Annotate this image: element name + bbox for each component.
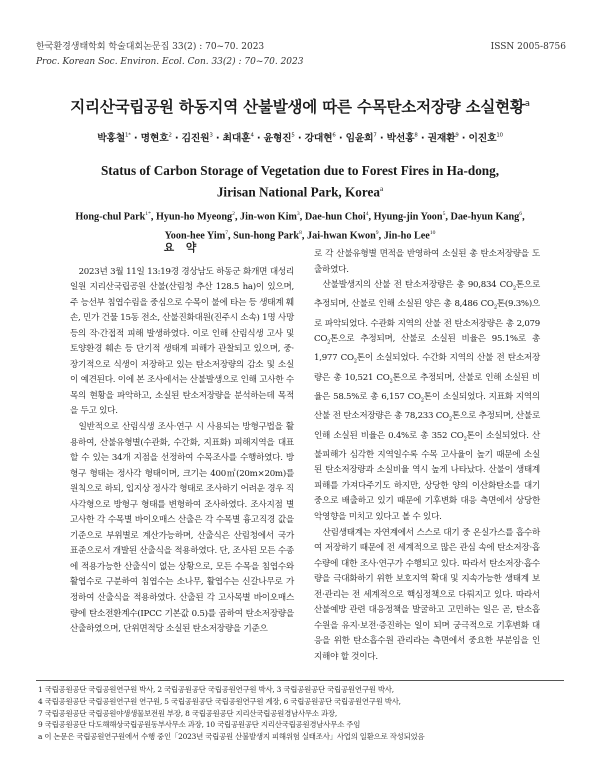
author-separator: ·: [458, 133, 469, 144]
author-separator: ·: [376, 133, 387, 144]
author-name: 임윤희: [345, 133, 374, 144]
subscript: 2: [327, 339, 331, 346]
text-run: 톤으로 추정되며, 산불로 인해 소실된 비율은 58.5%로 총 6,157 CO: [314, 372, 540, 402]
author-affiliation-mark: 5: [291, 132, 295, 139]
author-separator: ·: [417, 133, 428, 144]
author-affiliation-mark: 10: [496, 132, 503, 139]
summary-paragraph-4: 산림생태계는 자연계에서 스스로 대기 중 온실가스를 흡수하여 저장하기 때문에 전 세계적으로 많은 관심 속에 탄소저장·흡수량에 대한 조사·연구가 수행되고 있다. 따라서 탄소저장·흡수량을 극대화하기 위한 보호지역 확대 및 지속가능한 생태계 보전·관리는 전 세계적으로 핵심정책으로 다뤄지고 있다. 따라서 산불예방 관련 대응정책을 발굴하고 고민하는 일은 곧, 탄소흡수원을 유지·보전·증진하는 일이 되며 궁극적으로 기후변화 대응을 위한 탄소흡수원 관리라는 측면에서 중요한 부분임을 인지해야 할 것이다.: [314, 527, 540, 662]
journal-citation-ko: 한국환경생태학회 학술대회논문집 33(2) : 70~70. 2023: [36, 42, 265, 52]
author-name: Sun-hong Park: [233, 230, 300, 242]
title-en-line1: Status of Carbon Storage of Vegetation due to Forest Fires in Ha-dong,: [100, 163, 500, 178]
summary-paragraph-2-continued: 로 각 산불유형별 면적을 반영하여 소실된 총 탄소저장량을 도출하였다.: [314, 249, 540, 275]
footnote-line: 4 국립공원공단 국립공원연구원 연구원, 5 국립공원공단 국립공원연구원 계장, 6 국립공원공단 국립공원연구원 박사,: [38, 696, 401, 706]
authors-english: [20, 206, 580, 245]
author-affiliation-mark: 7: [373, 132, 377, 139]
text-run: 톤으로 추정되며, 산불로 소실된 비율은 95.1%로 총 1,977 CO: [314, 334, 540, 364]
author-name: Hong-chul Park: [75, 211, 146, 223]
subscript: 2: [512, 285, 516, 292]
subscript: 2: [420, 397, 424, 404]
author-name: Yoon-hee Yim: [164, 230, 226, 242]
author-affiliation-mark: 4: [250, 132, 254, 139]
author-name: Jin-ho Lee: [383, 230, 430, 242]
author-name: 명현호: [140, 133, 169, 144]
author-name: 권재환: [427, 133, 456, 144]
author-name: 박홍철: [97, 133, 125, 144]
footnotes: [38, 684, 566, 743]
text-run: 톤으로 추정되며, 산불로 인해 소실된 양은 총 8,486 CO: [314, 280, 540, 310]
author-affiliation-mark: 3: [209, 132, 213, 139]
author-affiliation-mark: 3: [296, 211, 300, 217]
author-name: Jin-won Kim: [240, 211, 297, 223]
issn: ISSN 2005-8756: [490, 42, 566, 52]
footnote-line: 9 국립공원공단 다도해해상국립공원동부사무소 과장, 10 국립공원공단 지리산국립공원경남사무소 주임: [38, 720, 361, 730]
author-name: Hyun-ho Myeong: [155, 211, 233, 223]
footnote-line: 7 국립공원공단 국립공원야생생물보전원 부장, 8 국립공원공단 지리산국립공원경남사무소 과장,: [38, 708, 337, 718]
author-name: Dae-hyun Kang: [450, 211, 520, 223]
summary-heading: 요 약: [163, 241, 201, 254]
author-separator: ·: [253, 133, 264, 144]
text-run: 톤이 소실되었다. 지표화 지역의 산불 전 탄소저장량은 총 78,233 CO: [314, 391, 540, 422]
author-affiliation-mark: 2: [232, 211, 235, 217]
author-separator: ,: [234, 211, 241, 223]
text-run: 톤(9.3%)으로 파악되었다. 수관화 지역의 산불 전 탄소저장량은 총 2,079 CO: [314, 299, 540, 345]
subscript: 2: [448, 416, 452, 423]
title-ko-sup: a: [524, 98, 530, 109]
author-separator: ·: [212, 133, 223, 144]
subscript: 2: [353, 359, 357, 366]
author-separator: ·: [171, 133, 182, 144]
author-separator: ,: [445, 211, 451, 223]
author-separator: ,: [228, 230, 234, 242]
subscript: 2: [389, 378, 393, 385]
author-affiliation-mark: 1*: [145, 211, 151, 217]
author-separator: ,: [301, 230, 307, 242]
authors-korean: [0, 130, 600, 144]
author-separator: ,: [378, 230, 384, 242]
author-affiliation-mark: 9: [375, 230, 379, 237]
author-separator: ,: [150, 211, 156, 223]
author-affiliation-mark: 6: [519, 211, 523, 217]
summary-paragraph-1: 2023년 3월 11일 13:19경 경상남도 하동군 화개면 대성리 일원 지리산국립공원 산불(산림청 추산 128.5 ha)이 있으며, 주 능선부 침엽수림을 중심으로 수목이 불에 타는 등 생태계 훼손, 민가 건물 15동 전소, 산불진화대원(진주시 소속) 1명 사망 등의 작·간접적 피해 발생하였다. 이로 인해 산림식생 고사 및 토양환경 훼손 등 단기적 생태계 피해가 관찰되고 있으며, 중·장기적으로 식생이 저장하고 있는 탄소저장량의 감소 및 소실이 예견된다. 이에 본 조사에서는 산불발생으로 인해 고사한 수목의 현황을 파악하고, 소실된 탄소저장량을 분석하는데 목적을 두고 있다.: [70, 266, 294, 417]
author-affiliation-mark: 8: [299, 230, 302, 237]
footnote-line: 1 국립공원공단 국립공원연구원 박사, 2 국립공원공단 국립공원연구원 박사, 3 국립공원공단 국립공원연구원 박사,: [38, 685, 394, 694]
author-name: 이진호: [468, 133, 497, 144]
running-header: [36, 40, 566, 70]
right-column: [314, 247, 540, 665]
author-name: 강대현: [304, 133, 333, 144]
text-run: 톤이 소실되었다. 수간화 지역의 산불 전 탄소저장량은 총 10,521 CO: [314, 353, 540, 383]
subscript: 2: [493, 305, 497, 312]
text-run: 톤이 소실되었다. 산불피해가 심각한 지역일수록 수목 고사율이 높기 때문에 소실된 탄소저장량과 소실비율 역시 높게 나타났다. 산불이 생태계 피해를 가져다주기도 하지만, 상당한 양의 이산화탄소를 대기중으로 배출하고 있기 때문에 기후변화 대응 측면에서 상당한 악영향을 미치고 있다고 볼 수 있다.: [314, 430, 541, 522]
subscript: 2: [463, 436, 467, 443]
author-separator: ·: [335, 133, 346, 144]
text-run: 톤으로 추정되며, 산불로 인해 소실된 비율은 0.4%로 총 352 CO: [314, 411, 540, 441]
title-en-sup: a: [379, 185, 384, 193]
author-name: 김진원: [181, 133, 210, 144]
footnote-divider: [36, 680, 564, 681]
title-en-line2: Jirisan National Park, Korea: [216, 184, 380, 200]
author-affiliation-mark: 2: [168, 132, 172, 139]
left-column: [70, 240, 294, 638]
author-name: 윤형진: [263, 133, 292, 144]
summary-paragraph-2: 일반적으로 산림식생 조사·연구 시 사용되는 방형구법을 활용하여, 산불유형별(수관화, 수간화, 지표화) 피해지역을 대표할 수 있는 34개 지점을 선정하여 수목조사를 수행하였다. 방형구 형태는 정사각 형태이며, 크기는 400㎡(20m×20m)를 원칙으로 하되, 입지상 정사각 형태로 조사하기 어려운 경우 직사각형으로 방형구 형태를 변형하여 조사하였다. 조사지점 별 고사한 각 수목별 바이오매스 산출은 각 수목별 흉고직경 값을 기준으로 부위별로 계산가능하며, 산출식은 산림청에서 국가표준으로서 개발된 산출식을 적용하였다. 단, 조사된 모든 수종에 적용가능한 산출식이 없는 상황으로, 모든 수목을 침엽수와 활엽수로 구분하여 침엽수는 소나무, 활엽수는 신갈나무로 가정하여 산출식을 적용하였다. 산출된 각 고사목별 바이오매스량에 탄소전환계수(IPCC 기본값 0.5)를 곱하여 탄소저장량을 산출하였으며, 단위면적당 소실된 탄소저장량을 기준으: [70, 422, 294, 635]
authors-en-line1: Hong-chul Park$^{1*}$, Hyun-ho Myeong$^2$, Jin-won Kim$^3$, Dae-hun Choi$^4$, Hyung-jin Yoon$^5$, Dae-hyun Kang$^6$,: [75, 211, 525, 223]
author-affiliation-mark: 6: [332, 132, 336, 139]
author-affiliation-mark: 4: [365, 211, 369, 217]
author-affiliation-mark: 8: [414, 132, 418, 139]
paper-title-korean: [0, 95, 600, 117]
author-affiliation-mark: 5: [442, 211, 446, 217]
author-affiliation-mark: 9: [455, 132, 459, 139]
journal-citation-en: Proc. Korean Soc. Environ. Ecol. Con. 33(2) : 70~70. 2023: [36, 57, 304, 67]
author-separator: ·: [294, 133, 305, 144]
author-name: Hyung-jin Yoon: [373, 211, 443, 223]
author-separator: ,: [368, 211, 374, 223]
text-run: 산불발생지의 산불 전 탄소저장량은 총 90,834 CO: [322, 280, 513, 291]
title-ko-text: 지리산국립공원 하동지역 산불발생에 따른 수목탄소저장량 소실현황: [70, 98, 525, 116]
author-affiliation-mark: 7: [225, 230, 229, 237]
author-name: 박선홍: [386, 133, 415, 144]
author-affiliation-mark: 1*: [125, 132, 131, 139]
summary-paragraph-3: [314, 278, 540, 525]
author-name: Jai-hwan Kwon: [307, 230, 376, 242]
footnote-line: a 이 논문은 국립공원연구원에서 수행 중인「2023년 국립공원 산불발생지 피해위험 실태조사」사업의 일환으로 작성되었음: [38, 732, 425, 742]
author-affiliation-mark: 10: [429, 230, 436, 237]
paper-title-english: [0, 161, 600, 201]
author-separator: ,: [299, 211, 305, 223]
author-name: Dae-hun Choi: [304, 211, 366, 223]
author-separator: ·: [130, 133, 141, 144]
author-name: 최대훈: [222, 133, 251, 144]
